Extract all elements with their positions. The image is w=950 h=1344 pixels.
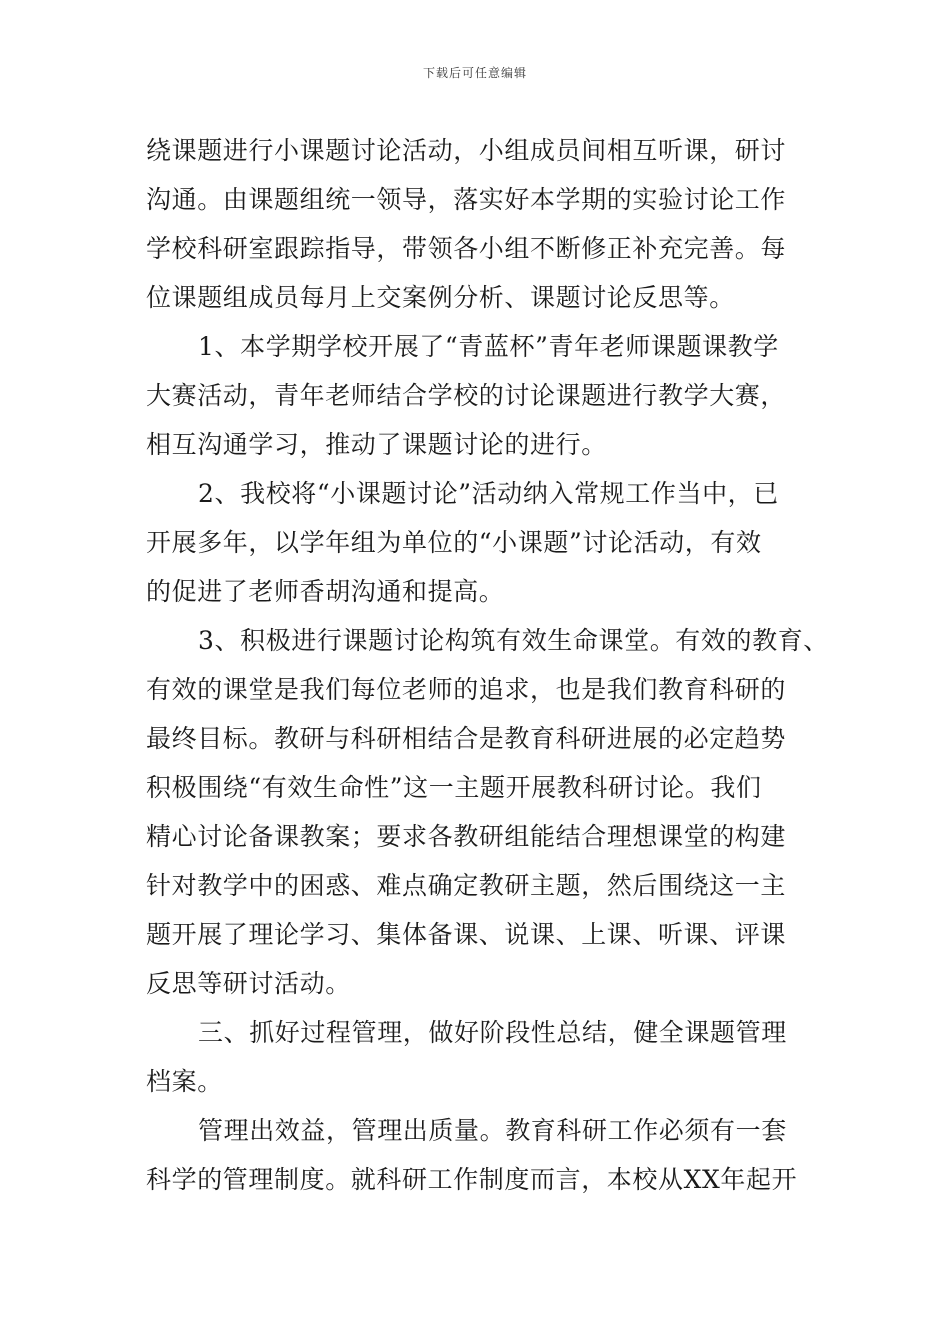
text-line: 2、我校将“小课题讨论”活动纳入常规工作当中，已 [198,479,779,508]
text-line: 相互沟通学习，推动了课题讨论的进行。 [146,430,607,459]
text-line: 最终目标。教研与科研相结合是教育科研进展的必定趋势 [146,724,787,753]
text-line: 三、抓好过程管理，做好阶段性总结，健全课题管理 [198,1018,787,1047]
text-line: 绕课题进行小课题讨论活动，小组成员间相互听课，研讨 [146,136,787,165]
text-line: 档案。 [146,1067,223,1096]
text-line: 位课题组成员每月上交案例分析、课题讨论反思等。 [146,283,735,312]
page-header: 下载后可任意编辑 [422,66,527,80]
text-line: 积极围绕“有效生命性”这一主题开展教科研讨论。我们 [146,773,762,802]
text-line: 的促进了老师香胡沟通和提高。 [146,577,505,606]
document-body [146,126,829,1204]
text-line: 针对教学中的困惑、难点确定教研主题，然后围绕这一主 [146,871,787,900]
text-line: 大赛活动，青年老师结合学校的讨论课题进行教学大赛， [146,381,787,410]
text-line: 管理出效益，管理出质量。教育科研工作必须有一套 [198,1116,787,1145]
text-line: 有效的课堂是我们每位老师的追求，也是我们教育科研的 [146,675,787,704]
text-line: 科学的管理制度。就科研工作制度而言，本校从XX年起开 [146,1165,798,1194]
text-line: 题开展了理论学习、集体备课、说课、上课、听课、评课 [146,920,787,949]
text-line: 沟通。由课题组统一领导，落实好本学期的实验讨论工作 [146,185,787,214]
text-line: 开展多年，以学年组为单位的“小课题”讨论活动，有效 [146,528,762,557]
text-line: 反思等研讨活动。 [146,969,351,998]
text-line: 精心讨论备课教案；要求各教研组能结合理想课堂的构建 [146,822,787,851]
text-line: 3、积极进行课题讨论构筑有效生命课堂。有效的教育、 [198,626,829,655]
text-line: 1、本学期学校开展了“青蓝杯”青年老师课题课教学 [198,332,779,361]
text-line: 学校科研室跟踪指导，带领各小组不断修正补充完善。每 [146,234,787,263]
